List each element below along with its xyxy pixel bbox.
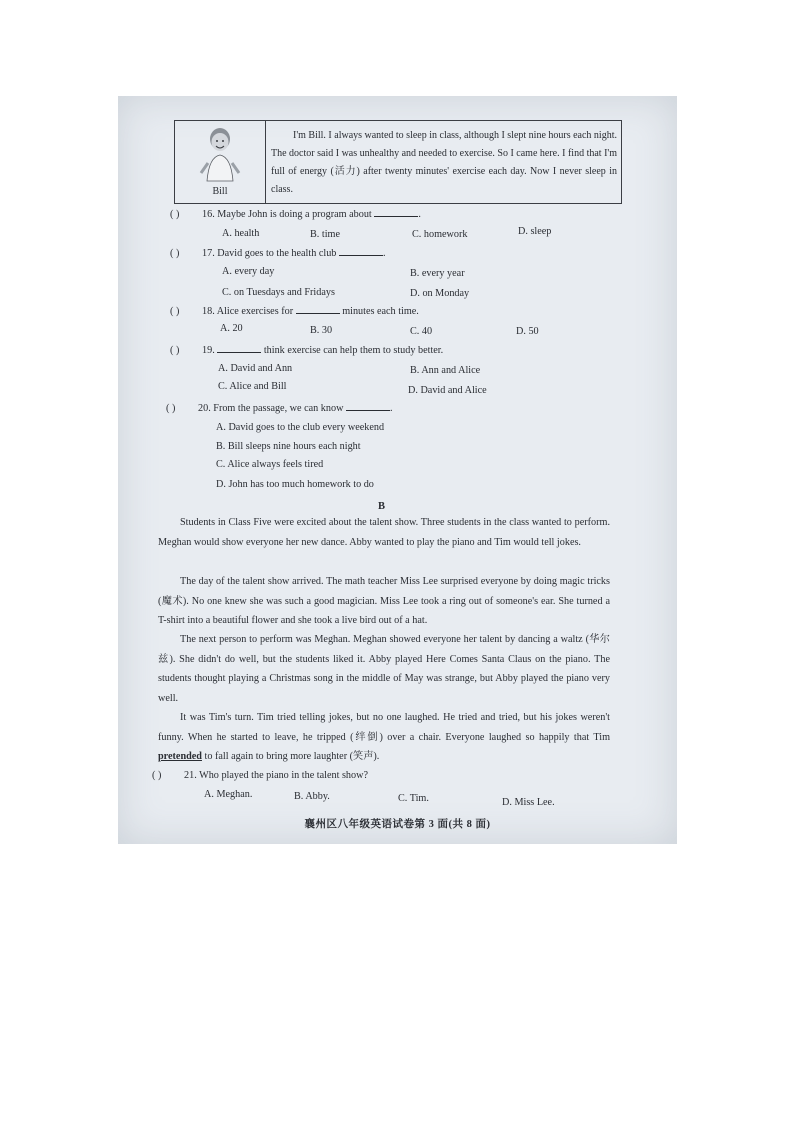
option-c: C. Alice always feels tired bbox=[216, 459, 324, 470]
option-c: C. Tim. bbox=[398, 793, 429, 804]
question-20 bbox=[166, 402, 393, 416]
question-stem: 16. Maybe John is doing a program about bbox=[202, 209, 372, 220]
question-end: minutes each time. bbox=[342, 306, 419, 317]
answer-paren: ( ) bbox=[170, 209, 180, 220]
question-stem: 21. Who played the piano in the talent show? bbox=[184, 770, 368, 781]
question-18 bbox=[170, 305, 419, 319]
option-a: A. Meghan. bbox=[204, 789, 253, 800]
option-c: C. 40 bbox=[410, 326, 433, 337]
option-a: A. David goes to the club every weekend bbox=[216, 422, 385, 433]
option-d: D. 50 bbox=[516, 326, 539, 337]
option-b: B. Ann and Alice bbox=[410, 365, 481, 376]
option-d: D. David and Alice bbox=[408, 385, 487, 396]
passage-paragraph-3: The next person to perform was Meghan. Meghan showed everyone her talent by dancing a waltz (华尔兹). She didn't do well, but the students liked it. Abby played Here Comes Santa Claus on the piano. The students thought playing a Christmas song in the middle of May was strange, but Abby played the piano very well. bbox=[158, 634, 610, 704]
passage-paragraph-2: The day of the talent show arrived. The math teacher Miss Lee surprised everyone by doing magic tricks (魔术). No one knew she was such a good magician. Miss Lee took a ring out of someone's ear. She turned a T-shirt into a beautiful flower and she took a live bird out of a hat. bbox=[158, 576, 610, 626]
question-stem: 20. From the passage, we can know bbox=[198, 403, 344, 414]
option-d: D. sleep bbox=[518, 226, 552, 237]
boy-illustration-icon bbox=[175, 123, 265, 187]
option-c: C. on Tuesdays and Fridays bbox=[222, 287, 335, 298]
paragraph-text: It was Tim's turn. Tim tried telling jokes, but no one laughed. He tried and tried, but his jokes weren't funny. When he started to leave, he tripped (绊倒) over a chair. Everyone laughed so happily that Tim bbox=[158, 712, 610, 743]
question-end: think exercise can help them to study better. bbox=[263, 345, 444, 356]
profile-picture-cell bbox=[175, 121, 266, 203]
option-d: D. on Monday bbox=[410, 288, 470, 299]
answer-paren: ( ) bbox=[170, 306, 180, 317]
option-b: B. every year bbox=[410, 268, 465, 279]
question-end: . bbox=[389, 403, 393, 414]
question-end: . bbox=[418, 209, 421, 220]
question-17 bbox=[170, 247, 385, 261]
profile-box bbox=[174, 120, 622, 204]
option-a: A. every day bbox=[222, 266, 275, 277]
exam-page bbox=[118, 96, 677, 844]
profile-text: I'm Bill. I always wanted to sleep in class, although I slept nine hours each night. The doctor said I was unhealthy and needed to exercise. So I came here. I find that I'm full of energy (活力) after twenty minutes' exercise each day. Now I never sleep in class. bbox=[271, 130, 617, 195]
paragraph-text: to fall again to bring more laughter (笑声). bbox=[201, 751, 380, 762]
section-b-heading: B bbox=[378, 501, 386, 512]
option-a: A. 20 bbox=[220, 323, 243, 334]
question-stem: 17. David goes to the health club bbox=[202, 248, 337, 259]
answer-blank bbox=[217, 344, 261, 353]
answer-paren: ( ) bbox=[170, 248, 180, 259]
answer-paren: ( ) bbox=[170, 345, 180, 356]
question-stem: 19. bbox=[202, 345, 215, 356]
passage-paragraph-4 bbox=[158, 708, 610, 767]
option-b: B. 30 bbox=[310, 325, 333, 336]
option-b: B. time bbox=[310, 229, 340, 240]
page-footer: 襄州区八年级英语试卷第 3 面(共 8 面) bbox=[304, 819, 491, 830]
question-stem: 18. Alice exercises for bbox=[202, 306, 294, 317]
option-d: D. John has too much homework to do bbox=[216, 479, 374, 490]
exam-page-photo bbox=[118, 96, 677, 844]
answer-blank bbox=[346, 402, 390, 411]
answer-blank bbox=[296, 305, 340, 314]
underlined-word: pretended bbox=[158, 751, 202, 762]
option-b: B. Bill sleeps nine hours each night bbox=[216, 441, 361, 452]
question-end: . bbox=[382, 248, 386, 259]
option-c: C. homework bbox=[412, 229, 468, 240]
answer-blank bbox=[339, 247, 383, 256]
answer-paren: ( ) bbox=[152, 770, 162, 781]
option-d: D. Miss Lee. bbox=[502, 797, 555, 808]
profile-name: Bill bbox=[212, 185, 228, 197]
question-21 bbox=[152, 770, 368, 783]
question-16 bbox=[170, 208, 421, 222]
question-19 bbox=[170, 344, 443, 358]
passage-paragraph-1: Students in Class Five were excited about the talent show. Three students in the class wanted to perform. Meghan would show everyone her new dance. Abby wanted to play the piano and Tim would tell jokes. bbox=[158, 517, 610, 548]
option-a: A. David and Ann bbox=[218, 363, 293, 374]
answer-paren: ( ) bbox=[166, 403, 176, 414]
option-c: C. Alice and Bill bbox=[218, 381, 287, 392]
option-a: A. health bbox=[222, 228, 260, 239]
answer-blank bbox=[374, 208, 418, 217]
option-b: B. Abby. bbox=[294, 791, 330, 802]
